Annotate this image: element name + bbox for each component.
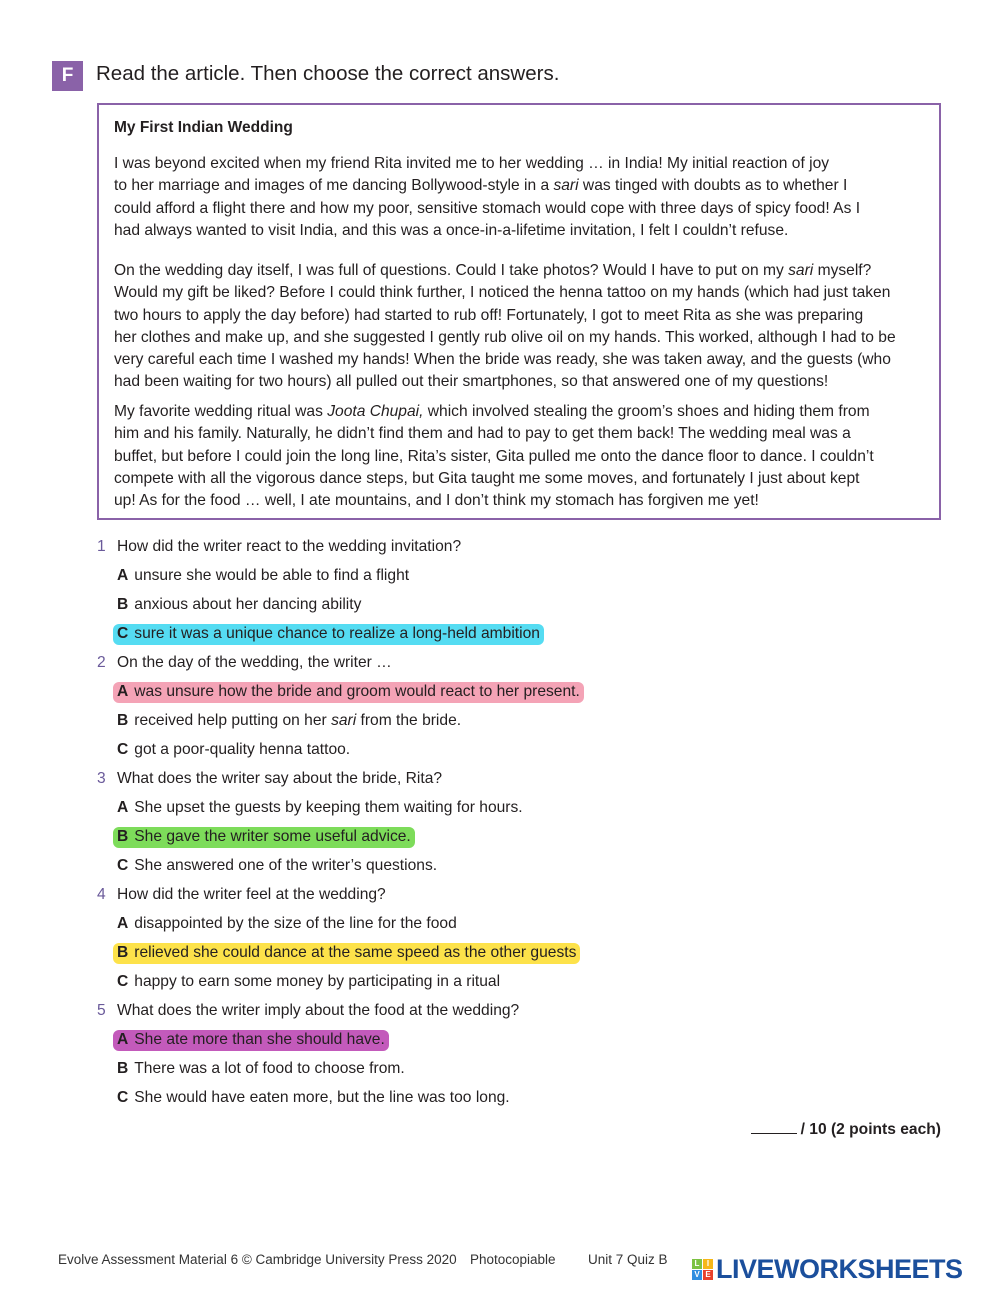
logo-letter: L — [692, 1259, 702, 1269]
answer-option-c[interactable] — [113, 1088, 514, 1109]
logo-text: LIVEWORKSHEETS — [716, 1254, 963, 1284]
copyright: Evolve Assessment Material 6 © Cambridge University Press 2020 — [58, 1252, 457, 1267]
unit-label: Unit 7 Quiz B — [588, 1252, 668, 1267]
text-segment: On the day of the wedding, the writer … — [117, 654, 392, 671]
answer-option-c[interactable] — [113, 972, 504, 993]
text-segment: She would have eaten more, but the line was too long. — [134, 1089, 510, 1106]
text-segment: sari — [788, 262, 814, 279]
answer-option-a[interactable] — [113, 914, 461, 935]
text-segment: How did the writer feel at the wedding? — [117, 886, 386, 903]
answer-option-c[interactable] — [113, 856, 441, 877]
article-title: My First Indian Wedding — [114, 119, 293, 136]
text-segment: On the wedding day itself, I was full of questions. Could I take photos? Would I have to put on my — [114, 262, 789, 279]
paragraph-line — [114, 446, 874, 468]
text-segment: Joota Chupai, — [327, 403, 424, 420]
text-segment: sure it was a unique chance to realize a long-held ambition — [134, 625, 540, 642]
text-segment: received help putting on her — [134, 712, 332, 729]
text-segment: What does the writer say about the bride, Rita? — [117, 770, 443, 787]
paragraph-line — [114, 468, 874, 490]
text-segment: sari — [553, 177, 579, 195]
option-letter: A — [117, 799, 129, 816]
option-letter: A — [117, 1031, 129, 1048]
answer-option-a[interactable] — [113, 798, 527, 819]
option-letter: A — [117, 567, 129, 584]
text-segment: Would my gift be liked? Before I could think further, I noticed the henna tattoo on my hands (which had just taken — [114, 284, 891, 302]
score-label: / 10 (2 points each) — [800, 1121, 941, 1138]
question — [97, 538, 461, 556]
text-segment: She answered one of the writer’s questions. — [134, 857, 438, 874]
answer-option-a[interactable] — [113, 566, 413, 587]
question-number: 1 — [97, 538, 106, 555]
article-paragraph — [114, 401, 874, 512]
instruction: Read the article. Then choose the correct answers. — [96, 62, 560, 85]
paragraph-line — [114, 349, 896, 371]
paragraph-line — [114, 371, 896, 393]
text-segment: She ate more than she should have. — [134, 1031, 385, 1048]
option-letter: C — [117, 625, 129, 642]
paragraph-line — [114, 175, 860, 197]
question — [97, 886, 386, 904]
option-letter: B — [117, 944, 129, 961]
text-segment: up! As for the food … well, I ate mountains, and I don’t think my stomach has forgiven me yet! — [114, 492, 759, 510]
paragraph-line — [114, 220, 860, 242]
question — [97, 770, 442, 788]
text-segment: had been waiting for two hours) all pulled out their smartphones, so that answered one of my questions! — [114, 373, 829, 391]
text-segment: him and his family. Naturally, he didn’t find them and had to pay to get them back! The wedding meal was a — [114, 425, 851, 443]
text-segment: could afford a flight there and how my poor, sensitive stomach would cope with three days of spicy food! As I — [114, 199, 861, 217]
text-segment: very careful each time I washed my hands! When the bride was ready, she was taken away, and the guests (who — [114, 351, 891, 369]
paragraph-line — [114, 260, 896, 282]
text-segment: happy to earn some money by participating in a ritual — [134, 973, 501, 990]
option-letter: C — [117, 1089, 129, 1106]
logo-letter: E — [703, 1270, 713, 1280]
text-segment: was tinged with doubts as to whether I — [578, 177, 848, 195]
paragraph-line — [114, 153, 860, 175]
logo-letter: I — [703, 1259, 713, 1269]
section-badge: F — [52, 61, 83, 91]
paragraph-line — [114, 490, 874, 512]
score-blank[interactable] — [751, 1133, 797, 1134]
option-letter: B — [117, 1060, 129, 1077]
article-paragraph — [114, 153, 860, 242]
text-segment: two hours to apply the day before) had started to rub off! Fortunately, I got to meet Rita as she was preparing — [114, 306, 864, 324]
text-segment: got a poor-quality henna tattoo. — [134, 741, 351, 758]
paragraph-line — [114, 282, 896, 304]
text-segment: sari — [331, 712, 357, 729]
text-segment: from the bride. — [356, 712, 462, 729]
text-segment: I was beyond excited when my friend Rita invited me to her wedding … in India! My initial reaction of joy — [114, 155, 830, 172]
text-segment: How did the writer react to the wedding invitation? — [117, 538, 462, 555]
question-number: 3 — [97, 770, 106, 787]
option-letter: C — [117, 973, 129, 990]
paragraph-line — [114, 423, 874, 445]
paragraph-line — [114, 198, 860, 220]
option-letter: C — [117, 741, 129, 758]
option-letter: A — [117, 915, 129, 932]
text-segment: anxious about her dancing ability — [134, 596, 362, 613]
liveworksheets-logo — [692, 1254, 963, 1285]
score — [751, 1121, 941, 1139]
text-segment: unsure she would be able to find a flight — [134, 567, 410, 584]
answer-option-b[interactable] — [113, 943, 580, 964]
text-segment: to her marriage and images of me dancing Bollywood-style in a — [114, 177, 554, 195]
text-segment: her clothes and make up, and she suggested I gently rub olive oil on my hands. This worked, although I had to be — [114, 328, 896, 346]
text-segment: had always wanted to visit India, and this was a once-in-a-lifetime invitation, I felt I couldn’t refuse. — [114, 221, 789, 239]
text-segment: She gave the writer some useful advice. — [134, 828, 411, 845]
option-letter: B — [117, 596, 129, 613]
option-letter: C — [117, 857, 129, 874]
text-segment: compete with all the vigorous dance steps, but Gita taught me some moves, and fortunately I just about kept — [114, 469, 860, 487]
text-segment: There was a lot of food to choose from. — [134, 1060, 405, 1077]
answer-option-c[interactable] — [113, 624, 544, 645]
question-number: 2 — [97, 654, 106, 671]
article-box — [97, 103, 941, 520]
text-segment: relieved she could dance at the same speed as the other guests — [134, 944, 577, 961]
paragraph-line — [114, 327, 896, 349]
text-segment: which involved stealing the groom’s shoes and hiding them from — [423, 403, 870, 420]
answer-option-b[interactable] — [113, 1059, 409, 1080]
option-letter: A — [117, 683, 129, 700]
text-segment: myself? — [813, 262, 872, 279]
logo-letter: V — [692, 1270, 702, 1280]
answer-option-c[interactable] — [113, 740, 354, 761]
question — [97, 1002, 519, 1020]
question — [97, 654, 392, 672]
text-segment: What does the writer imply about the food at the wedding? — [117, 1002, 520, 1019]
answer-option-a[interactable] — [113, 682, 584, 703]
paragraph-line — [114, 305, 896, 327]
answer-option-a[interactable] — [113, 1030, 389, 1051]
text-segment: My favorite wedding ritual was — [114, 403, 328, 420]
answer-option-b[interactable] — [113, 595, 365, 616]
article-paragraph — [114, 260, 896, 394]
option-letter: B — [117, 828, 129, 845]
answer-option-b[interactable] — [113, 711, 465, 732]
question-number: 4 — [97, 886, 106, 903]
question-number: 5 — [97, 1002, 106, 1019]
option-letter: B — [117, 712, 129, 729]
photocopiable: Photocopiable — [470, 1252, 556, 1267]
text-segment: buffet, but before I could join the long line, Rita’s sister, Gita pulled me onto the dance floor to dance. I couldn’t — [114, 447, 874, 465]
logo-icon — [692, 1259, 713, 1280]
text-segment: was unsure how the bride and groom would react to her present. — [134, 683, 580, 700]
paragraph-line — [114, 401, 874, 423]
text-segment: disappointed by the size of the line for the food — [134, 915, 457, 932]
text-segment: She upset the guests by keeping them waiting for hours. — [134, 799, 523, 816]
answer-option-b[interactable] — [113, 827, 415, 848]
